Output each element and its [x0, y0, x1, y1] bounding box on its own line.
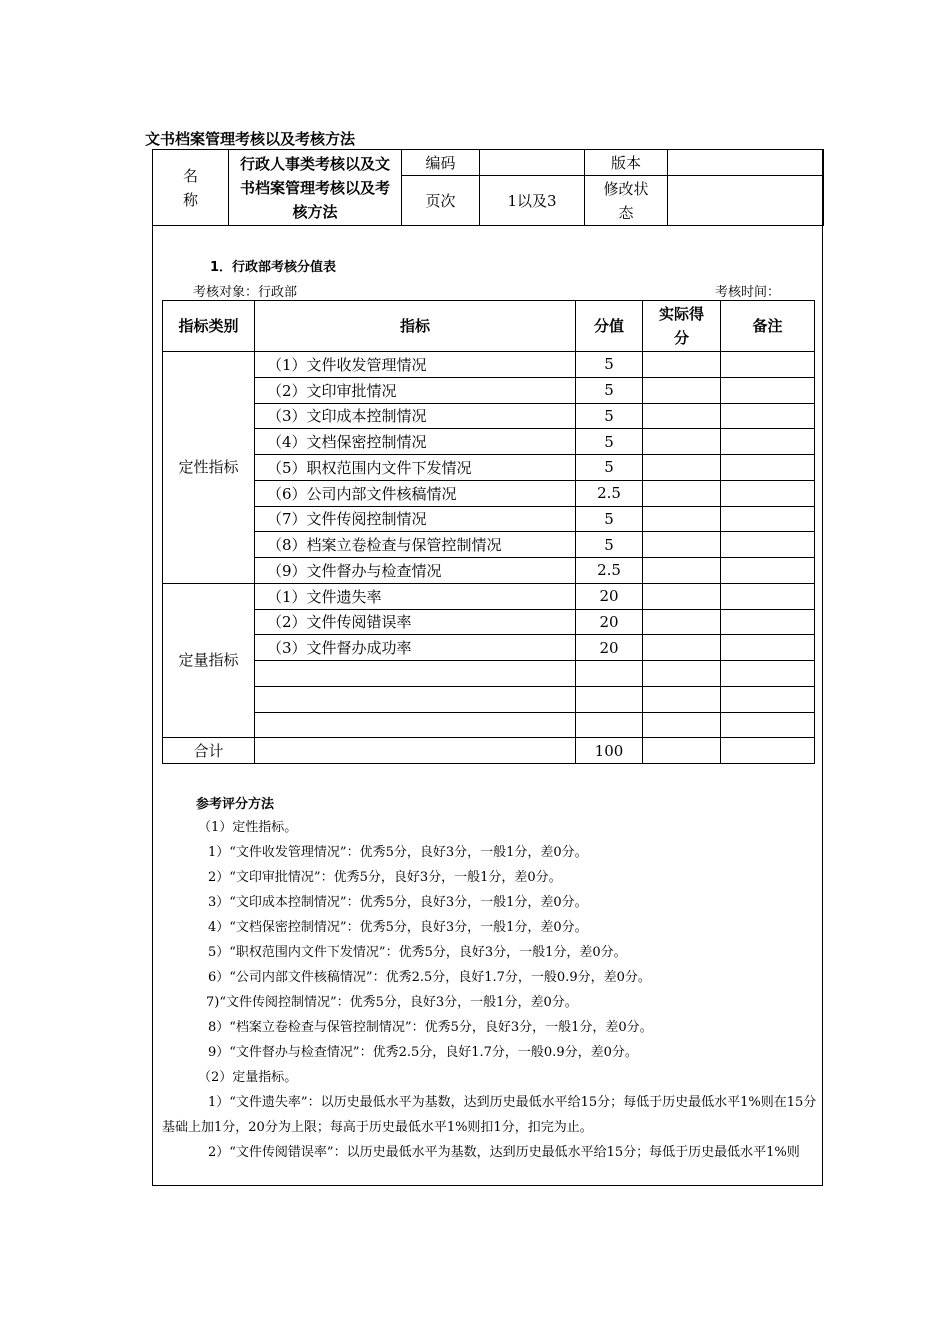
- version-label: 版本: [585, 150, 668, 176]
- note-cell: [721, 635, 815, 661]
- indicator-score: [576, 712, 643, 738]
- indicator-name: （9）文件督办与检查情况: [255, 558, 576, 584]
- indicator-name: （1）文件收发管理情况: [255, 352, 576, 378]
- code-label: 编码: [402, 150, 480, 176]
- actual-score-cell: [643, 377, 721, 403]
- score-table: [162, 300, 815, 764]
- qual-item: 4）“文档保密控制情况”：优秀5分，良好3分，一般1分，差0分。: [208, 920, 588, 935]
- actual-score-cell: [643, 506, 721, 532]
- table-row: [163, 635, 815, 661]
- indicator-name: （3）文件督办成功率: [255, 635, 576, 661]
- qual-heading: （1）定性指标。: [198, 820, 298, 835]
- indicator-score: [576, 661, 643, 687]
- name-label: 名 称: [153, 150, 229, 226]
- qual-item: 7)“文件传阅控制情况”：优秀5分，良好3分，一般1分，差0分。: [206, 995, 578, 1010]
- indicator-name: （7）文件传阅控制情况: [255, 506, 576, 532]
- indicator-score: 5: [576, 429, 643, 455]
- indicator-name: （4）文档保密控制情况: [255, 429, 576, 455]
- table-row-empty: [163, 661, 815, 687]
- revision-value: [668, 176, 824, 226]
- note-cell: [721, 429, 815, 455]
- qual-item: 9）“文件督办与检查情况”：优秀2.5分，良好1.7分，一般0.9分，差0分。: [208, 1045, 638, 1060]
- section-title: 1．行政部考核分值表: [210, 260, 337, 275]
- note-cell: [721, 686, 815, 712]
- document-title: 文书档案管理考核以及考核方法: [145, 130, 356, 148]
- qual-item: 2）“文印审批情况”：优秀5分，良好3分，一般1分，差0分。: [208, 870, 562, 885]
- indicator-name: [255, 712, 576, 738]
- note-cell: [721, 712, 815, 738]
- indicator-name: （8）档案立卷检查与保管控制情况: [255, 532, 576, 558]
- actual-score-cell: [643, 583, 721, 609]
- actual-score-cell: [643, 455, 721, 481]
- name-value: 行政人事类考核以及文书档案管理考核以及考核方法: [229, 150, 402, 226]
- note-cell: [721, 661, 815, 687]
- document-header-table: [152, 149, 824, 226]
- indicator-score: 5: [576, 403, 643, 429]
- total-row: [163, 738, 815, 764]
- indicator-name: [255, 661, 576, 687]
- note-cell: [721, 403, 815, 429]
- col-indicator: 指标: [255, 301, 576, 352]
- actual-score-cell: [643, 686, 721, 712]
- indicator-score: 5: [576, 377, 643, 403]
- total-actual-cell: [643, 738, 721, 764]
- indicator-score: 5: [576, 352, 643, 378]
- table-row: [163, 506, 815, 532]
- table-row: [163, 429, 815, 455]
- col-score: 分值: [576, 301, 643, 352]
- page-value: 1以及3: [480, 176, 585, 226]
- total-score: 100: [576, 738, 643, 764]
- indicator-score: 2.5: [576, 480, 643, 506]
- note-cell: [721, 480, 815, 506]
- qual-item: 6）“公司内部文件核稿情况”：优秀2.5分，良好1.7分，一般0.9分，差0分。: [208, 970, 651, 985]
- code-value: [480, 150, 585, 176]
- qual-item: 3）“文印成本控制情况”：优秀5分，良好3分，一般1分，差0分。: [208, 895, 588, 910]
- total-note-cell: [721, 738, 815, 764]
- indicator-score: 2.5: [576, 558, 643, 584]
- indicator-score: 20: [576, 583, 643, 609]
- method-title: 参考评分方法: [196, 797, 275, 812]
- indicator-score: 5: [576, 455, 643, 481]
- indicator-name: [255, 686, 576, 712]
- table-row-empty: [163, 686, 815, 712]
- actual-score-cell: [643, 558, 721, 584]
- note-cell: [721, 583, 815, 609]
- actual-score-cell: [643, 480, 721, 506]
- col-actual: 实际得分: [643, 301, 721, 352]
- quant-item: 1）“文件遗失率”：以历史最低水平为基数，达到历史最低水平给15分；每低于历史最低水平1%则在15分基础上加1分，20分为上限；每高于历史最低水平1%则扣1分，扣完为止。: [162, 1095, 817, 1135]
- total-label: 合计: [163, 738, 255, 764]
- indicator-score: 5: [576, 532, 643, 558]
- quant-heading: （2）定量指标。: [198, 1070, 298, 1085]
- actual-score-cell: [643, 661, 721, 687]
- indicator-score: 20: [576, 635, 643, 661]
- actual-score-cell: [643, 532, 721, 558]
- actual-score-cell: [643, 609, 721, 635]
- indicator-name: （2）文件传阅错误率: [255, 609, 576, 635]
- table-row-empty: [163, 712, 815, 738]
- qual-item: 1）“文件收发管理情况”：优秀5分，良好3分，一般1分，差0分。: [208, 845, 588, 860]
- total-indicator-cell: [255, 738, 576, 764]
- assessment-time-label: 考核时间：: [715, 285, 781, 300]
- method-body: [162, 815, 817, 1165]
- note-cell: [721, 352, 815, 378]
- table-row: [163, 352, 815, 378]
- table-row: [163, 558, 815, 584]
- table-row: [163, 583, 815, 609]
- note-cell: [721, 377, 815, 403]
- note-cell: [721, 506, 815, 532]
- indicator-name: （5）职权范围内文件下发情况: [255, 455, 576, 481]
- actual-score-cell: [643, 712, 721, 738]
- actual-score-cell: [643, 429, 721, 455]
- indicator-score: 5: [576, 506, 643, 532]
- page-label: 页次: [402, 176, 480, 226]
- version-value: [668, 150, 824, 176]
- revision-label: 修改状态: [585, 176, 668, 226]
- qual-item: 8）“档案立卷检查与保管控制情况”：优秀5分，良好3分，一般1分，差0分。: [208, 1020, 653, 1035]
- table-row: [163, 480, 815, 506]
- assessment-target: 考核对象：行政部: [193, 285, 298, 300]
- col-note: 备注: [721, 301, 815, 352]
- indicator-score: [576, 686, 643, 712]
- table-row: [163, 609, 815, 635]
- actual-score-cell: [643, 403, 721, 429]
- actual-score-cell: [643, 352, 721, 378]
- category-qualitative: 定性指标: [163, 352, 255, 584]
- qual-item: 5）“职权范围内文件下发情况”：优秀5分，良好3分，一般1分，差0分。: [208, 945, 627, 960]
- table-row: [163, 455, 815, 481]
- col-category: 指标类别: [163, 301, 255, 352]
- indicator-name: （1）文件遗失率: [255, 583, 576, 609]
- indicator-name: （6）公司内部文件核稿情况: [255, 480, 576, 506]
- actual-score-cell: [643, 635, 721, 661]
- note-cell: [721, 558, 815, 584]
- note-cell: [721, 455, 815, 481]
- category-quantitative: 定量指标: [163, 583, 255, 738]
- table-row: [163, 377, 815, 403]
- table-row: [163, 403, 815, 429]
- table-row: [163, 532, 815, 558]
- indicator-name: （2）文印审批情况: [255, 377, 576, 403]
- indicator-score: 20: [576, 609, 643, 635]
- note-cell: [721, 609, 815, 635]
- indicator-name: （3）文印成本控制情况: [255, 403, 576, 429]
- note-cell: [721, 532, 815, 558]
- quant-item: 2）“文件传阅错误率”：以历史最低水平为基数，达到历史最低水平给15分；每低于历史最低水平1%则: [208, 1145, 800, 1160]
